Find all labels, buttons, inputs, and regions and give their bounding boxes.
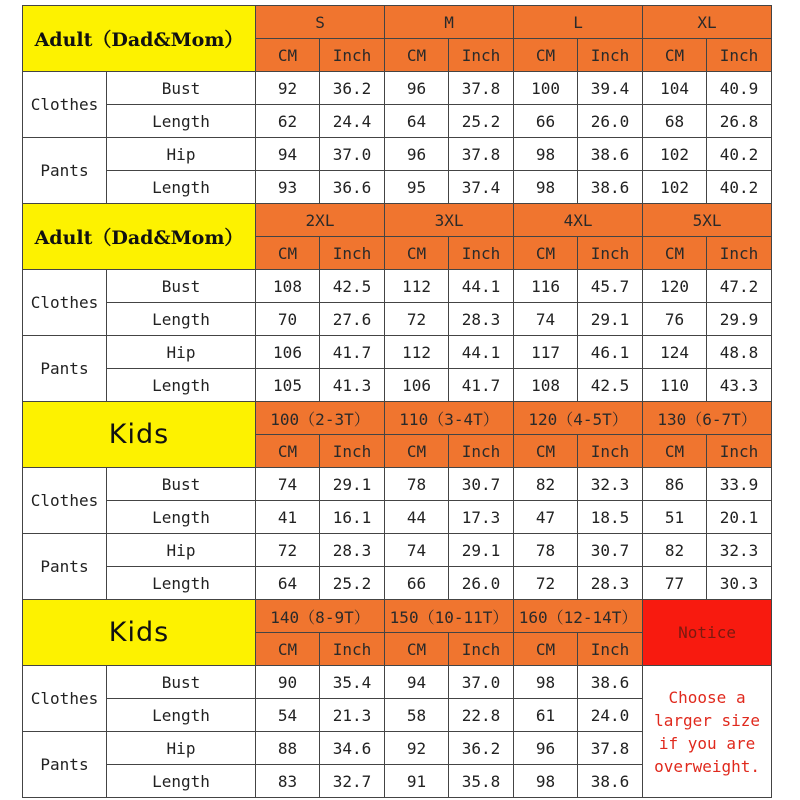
measure-label-length: Length	[107, 369, 256, 402]
group-label-pants: Pants	[23, 138, 107, 204]
table-row	[23, 336, 772, 369]
cell-inch: 39.4	[578, 72, 643, 105]
cell-cm: 72	[256, 534, 320, 567]
cell-cm: 77	[643, 567, 707, 600]
unit-cm-header: CM	[256, 39, 320, 72]
measure-label-hip: Hip	[107, 534, 256, 567]
cell-inch: 27.6	[320, 303, 385, 336]
cell-cm: 72	[385, 303, 449, 336]
cell-inch: 41.3	[320, 369, 385, 402]
cell-inch: 30.3	[707, 567, 772, 600]
table-row	[23, 171, 772, 204]
size-header: 110（3-4T）	[385, 402, 514, 435]
table-row	[23, 369, 772, 402]
cell-cm: 104	[643, 72, 707, 105]
size-header: 140（8-9T）	[256, 600, 385, 633]
cell-inch: 25.2	[449, 105, 514, 138]
section-label: Kids	[23, 402, 256, 468]
cell-cm: 74	[256, 468, 320, 501]
cell-cm: 47	[514, 501, 578, 534]
unit-cm-header: CM	[643, 435, 707, 468]
cell-inch: 45.7	[578, 270, 643, 303]
table-row	[23, 105, 772, 138]
cell-cm: 72	[514, 567, 578, 600]
cell-cm: 86	[643, 468, 707, 501]
cell-inch: 40.9	[707, 72, 772, 105]
cell-inch: 36.6	[320, 171, 385, 204]
size-header: 150（10-11T）	[385, 600, 514, 633]
unit-inch-header: Inch	[320, 39, 385, 72]
unit-inch-header: Inch	[320, 435, 385, 468]
cell-cm: 74	[385, 534, 449, 567]
cell-cm: 92	[256, 72, 320, 105]
cell-inch: 48.8	[707, 336, 772, 369]
cell-cm: 100	[514, 72, 578, 105]
cell-cm: 95	[385, 171, 449, 204]
measure-label-length: Length	[107, 501, 256, 534]
cell-cm: 88	[256, 732, 320, 765]
cell-cm: 58	[385, 699, 449, 732]
size-header: 130（6-7T）	[643, 402, 772, 435]
cell-inch: 28.3	[320, 534, 385, 567]
notice-line: if you are	[658, 733, 756, 753]
cell-cm: 110	[643, 369, 707, 402]
table-row	[23, 468, 772, 501]
cell-inch: 36.2	[449, 732, 514, 765]
unit-inch-header: Inch	[449, 237, 514, 270]
cell-inch: 37.8	[449, 138, 514, 171]
cell-inch: 21.3	[320, 699, 385, 732]
group-label-pants: Pants	[23, 534, 107, 600]
cell-inch: 30.7	[578, 534, 643, 567]
unit-inch-header: Inch	[320, 633, 385, 666]
unit-cm-header: CM	[514, 39, 578, 72]
cell-inch: 37.0	[449, 666, 514, 699]
cell-cm: 94	[385, 666, 449, 699]
unit-cm-header: CM	[643, 237, 707, 270]
cell-cm: 102	[643, 171, 707, 204]
cell-inch: 36.2	[320, 72, 385, 105]
cell-cm: 66	[385, 567, 449, 600]
measure-label-length: Length	[107, 765, 256, 798]
cell-inch: 30.7	[449, 468, 514, 501]
size-header: 3XL	[385, 204, 514, 237]
cell-cm: 106	[256, 336, 320, 369]
cell-inch: 32.7	[320, 765, 385, 798]
measure-label-length: Length	[107, 567, 256, 600]
measure-label-length: Length	[107, 171, 256, 204]
group-label-clothes: Clothes	[23, 270, 107, 336]
unit-cm-header: CM	[256, 633, 320, 666]
size-header: 2XL	[256, 204, 385, 237]
unit-inch-header: Inch	[707, 39, 772, 72]
cell-inch: 37.4	[449, 171, 514, 204]
unit-inch-header: Inch	[707, 435, 772, 468]
table-row	[23, 138, 772, 171]
cell-cm: 64	[385, 105, 449, 138]
cell-cm: 112	[385, 270, 449, 303]
size-header-row	[23, 402, 772, 435]
size-header: M	[385, 6, 514, 39]
size-header: 4XL	[514, 204, 643, 237]
cell-inch: 40.2	[707, 171, 772, 204]
cell-inch: 46.1	[578, 336, 643, 369]
cell-cm: 41	[256, 501, 320, 534]
group-label-clothes: Clothes	[23, 666, 107, 732]
cell-cm: 54	[256, 699, 320, 732]
notice-title: Notice	[643, 600, 772, 666]
cell-cm: 92	[385, 732, 449, 765]
unit-cm-header: CM	[385, 633, 449, 666]
size-chart-table	[22, 5, 772, 798]
cell-cm: 68	[643, 105, 707, 138]
unit-inch-header: Inch	[578, 237, 643, 270]
notice-line: overweight.	[654, 756, 761, 776]
cell-cm: 117	[514, 336, 578, 369]
cell-cm: 44	[385, 501, 449, 534]
cell-inch: 38.6	[578, 666, 643, 699]
cell-cm: 62	[256, 105, 320, 138]
cell-cm: 64	[256, 567, 320, 600]
cell-cm: 102	[643, 138, 707, 171]
size-header-row	[23, 600, 772, 633]
unit-inch-header: Inch	[578, 633, 643, 666]
cell-cm: 108	[514, 369, 578, 402]
cell-inch: 41.7	[449, 369, 514, 402]
unit-cm-header: CM	[385, 237, 449, 270]
cell-cm: 93	[256, 171, 320, 204]
cell-cm: 90	[256, 666, 320, 699]
cell-cm: 66	[514, 105, 578, 138]
cell-cm: 112	[385, 336, 449, 369]
cell-cm: 98	[514, 138, 578, 171]
cell-inch: 35.4	[320, 666, 385, 699]
cell-cm: 82	[643, 534, 707, 567]
table-row	[23, 303, 772, 336]
cell-inch: 47.2	[707, 270, 772, 303]
cell-inch: 37.8	[578, 732, 643, 765]
size-header: 5XL	[643, 204, 772, 237]
cell-inch: 32.3	[707, 534, 772, 567]
cell-cm: 91	[385, 765, 449, 798]
cell-cm: 120	[643, 270, 707, 303]
notice-line: Choose a	[668, 687, 746, 707]
cell-cm: 70	[256, 303, 320, 336]
cell-inch: 38.6	[578, 765, 643, 798]
unit-cm-header: CM	[514, 237, 578, 270]
cell-cm: 74	[514, 303, 578, 336]
cell-inch: 33.9	[707, 468, 772, 501]
group-label-pants: Pants	[23, 336, 107, 402]
measure-label-length: Length	[107, 105, 256, 138]
cell-cm: 94	[256, 138, 320, 171]
size-header: XL	[643, 6, 772, 39]
size-header: L	[514, 6, 643, 39]
cell-inch: 28.3	[449, 303, 514, 336]
unit-inch-header: Inch	[707, 237, 772, 270]
cell-cm: 116	[514, 270, 578, 303]
unit-inch-header: Inch	[320, 237, 385, 270]
measure-label-hip: Hip	[107, 336, 256, 369]
measure-label-bust: Bust	[107, 666, 256, 699]
notice-message	[643, 666, 772, 798]
cell-inch: 29.1	[320, 468, 385, 501]
table-row	[23, 666, 772, 699]
cell-inch: 24.0	[578, 699, 643, 732]
cell-inch: 34.6	[320, 732, 385, 765]
measure-label-hip: Hip	[107, 732, 256, 765]
unit-cm-header: CM	[514, 435, 578, 468]
unit-cm-header: CM	[514, 633, 578, 666]
table-row	[23, 270, 772, 303]
unit-inch-header: Inch	[449, 633, 514, 666]
cell-inch: 38.6	[578, 171, 643, 204]
size-header-row	[23, 204, 772, 237]
cell-inch: 20.1	[707, 501, 772, 534]
cell-cm: 82	[514, 468, 578, 501]
measure-label-hip: Hip	[107, 138, 256, 171]
group-label-clothes: Clothes	[23, 468, 107, 534]
cell-cm: 108	[256, 270, 320, 303]
cell-inch: 29.9	[707, 303, 772, 336]
section-label: Adult（Dad&Mom）	[23, 6, 256, 72]
cell-inch: 32.3	[578, 468, 643, 501]
cell-cm: 76	[643, 303, 707, 336]
cell-inch: 44.1	[449, 270, 514, 303]
measure-label-bust: Bust	[107, 270, 256, 303]
cell-inch: 41.7	[320, 336, 385, 369]
unit-cm-header: CM	[256, 237, 320, 270]
measure-label-bust: Bust	[107, 72, 256, 105]
cell-cm: 98	[514, 765, 578, 798]
measure-label-length: Length	[107, 303, 256, 336]
cell-cm: 96	[385, 72, 449, 105]
cell-cm: 98	[514, 171, 578, 204]
cell-inch: 17.3	[449, 501, 514, 534]
cell-inch: 42.5	[320, 270, 385, 303]
size-header-row	[23, 6, 772, 39]
cell-inch: 26.0	[578, 105, 643, 138]
cell-inch: 35.8	[449, 765, 514, 798]
cell-inch: 40.2	[707, 138, 772, 171]
size-header: S	[256, 6, 385, 39]
unit-inch-header: Inch	[449, 39, 514, 72]
cell-cm: 105	[256, 369, 320, 402]
unit-cm-header: CM	[385, 39, 449, 72]
cell-cm: 51	[643, 501, 707, 534]
group-label-pants: Pants	[23, 732, 107, 798]
cell-inch: 29.1	[449, 534, 514, 567]
cell-inch: 24.4	[320, 105, 385, 138]
section-label: Kids	[23, 600, 256, 666]
unit-cm-header: CM	[256, 435, 320, 468]
cell-inch: 44.1	[449, 336, 514, 369]
notice-line: larger size	[654, 710, 761, 730]
cell-cm: 124	[643, 336, 707, 369]
cell-inch: 16.1	[320, 501, 385, 534]
cell-inch: 22.8	[449, 699, 514, 732]
cell-cm: 83	[256, 765, 320, 798]
measure-label-length: Length	[107, 699, 256, 732]
cell-inch: 28.3	[578, 567, 643, 600]
unit-inch-header: Inch	[449, 435, 514, 468]
cell-cm: 78	[514, 534, 578, 567]
cell-cm: 96	[385, 138, 449, 171]
size-header: 160（12-14T）	[514, 600, 643, 633]
measure-label-bust: Bust	[107, 468, 256, 501]
cell-inch: 38.6	[578, 138, 643, 171]
table-row	[23, 567, 772, 600]
cell-inch: 18.5	[578, 501, 643, 534]
cell-cm: 96	[514, 732, 578, 765]
cell-inch: 43.3	[707, 369, 772, 402]
cell-cm: 78	[385, 468, 449, 501]
unit-inch-header: Inch	[578, 39, 643, 72]
cell-inch: 37.0	[320, 138, 385, 171]
unit-cm-header: CM	[643, 39, 707, 72]
size-header: 100（2-3T）	[256, 402, 385, 435]
cell-cm: 106	[385, 369, 449, 402]
cell-cm: 61	[514, 699, 578, 732]
cell-inch: 37.8	[449, 72, 514, 105]
cell-inch: 42.5	[578, 369, 643, 402]
cell-cm: 98	[514, 666, 578, 699]
group-label-clothes: Clothes	[23, 72, 107, 138]
unit-inch-header: Inch	[578, 435, 643, 468]
cell-inch: 26.8	[707, 105, 772, 138]
cell-inch: 29.1	[578, 303, 643, 336]
unit-cm-header: CM	[385, 435, 449, 468]
table-row	[23, 501, 772, 534]
table-row	[23, 72, 772, 105]
table-row	[23, 534, 772, 567]
section-label: Adult（Dad&Mom）	[23, 204, 256, 270]
cell-inch: 26.0	[449, 567, 514, 600]
cell-inch: 25.2	[320, 567, 385, 600]
size-header: 120（4-5T）	[514, 402, 643, 435]
